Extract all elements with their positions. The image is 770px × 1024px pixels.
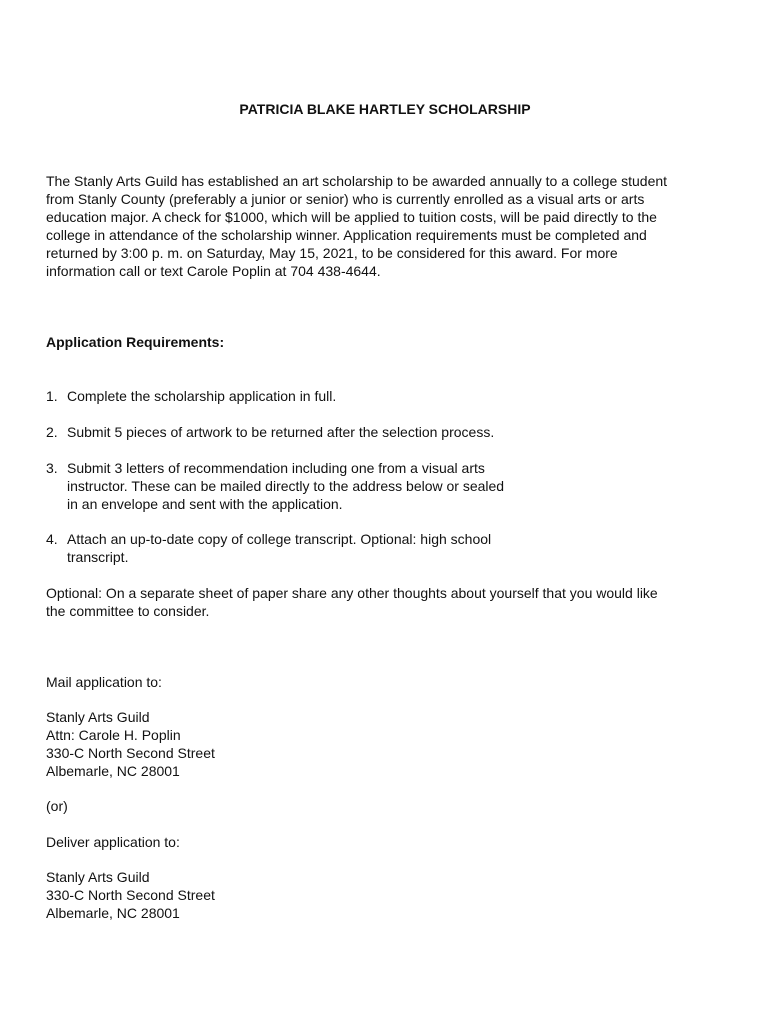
or-separator [46,797,68,815]
mail-heading [46,673,162,691]
deliver-heading-text: Deliver application to: [46,834,180,850]
address-line: 330-C North Second Street [46,745,215,761]
requirement-line: Submit 3 letters of recommendation including one from a visual arts [67,460,485,476]
requirement-number: 2. [46,424,58,440]
requirement-number: 3. [46,460,58,476]
requirement-item-2 [46,423,494,441]
intro-paragraph [46,172,736,280]
intro-line: from Stanly County (preferably a junior or senior) who is currently enrolled as a visual arts or arts [46,191,645,207]
optional-line: Optional: On a separate sheet of paper share any other thoughts about yourself that you would like [46,585,658,601]
requirement-item-1 [46,387,336,405]
address-line: Stanly Arts Guild [46,709,150,725]
intro-line: returned by 3:00 p. m. on Saturday, May 15, 2021, to be considered for this award. For more [46,245,618,261]
deliver-address [46,868,215,922]
address-line: Attn: Carole H. Poplin [46,727,181,743]
intro-line: information call or text Carole Poplin at 704 438-4644. [46,263,381,279]
requirement-line: in an envelope and sent with the application. [67,496,343,512]
intro-line: college in attendance of the scholarship winner. Application requirements must be completed and [46,227,647,243]
mail-heading-text: Mail application to: [46,674,162,690]
requirements-heading: Application Requirements: [46,334,225,350]
optional-paragraph [46,584,658,620]
requirement-number: 1. [46,388,58,404]
address-line: 330-C North Second Street [46,887,215,903]
deliver-heading [46,833,180,851]
requirement-line: Submit 5 pieces of artwork to be returned after the selection process. [67,424,495,440]
address-line: Albemarle, NC 28001 [46,905,180,921]
requirement-line: Attach an up-to-date copy of college transcript. Optional: high school [67,531,492,547]
optional-line: the committee to consider. [46,603,210,619]
requirement-line: Complete the scholarship application in full. [67,388,337,404]
mail-address [46,708,215,780]
requirement-item-3 [46,459,504,513]
requirement-line: instructor. These can be mailed directly to the address below or sealed [67,478,505,494]
document-title: PATRICIA BLAKE HARTLEY SCHOLARSHIP [239,101,531,117]
requirement-line: transcript. [67,549,129,565]
intro-line: The Stanly Arts Guild has established an art scholarship to be awarded annually to a college student [46,173,668,189]
or-text: (or) [46,798,68,814]
address-line: Stanly Arts Guild [46,869,150,885]
requirement-item-4 [46,530,491,566]
address-line: Albemarle, NC 28001 [46,763,180,779]
intro-line: education major. A check for $1000, which will be applied to tuition costs, will be paid directly to the [46,209,657,225]
requirement-number: 4. [46,531,58,547]
